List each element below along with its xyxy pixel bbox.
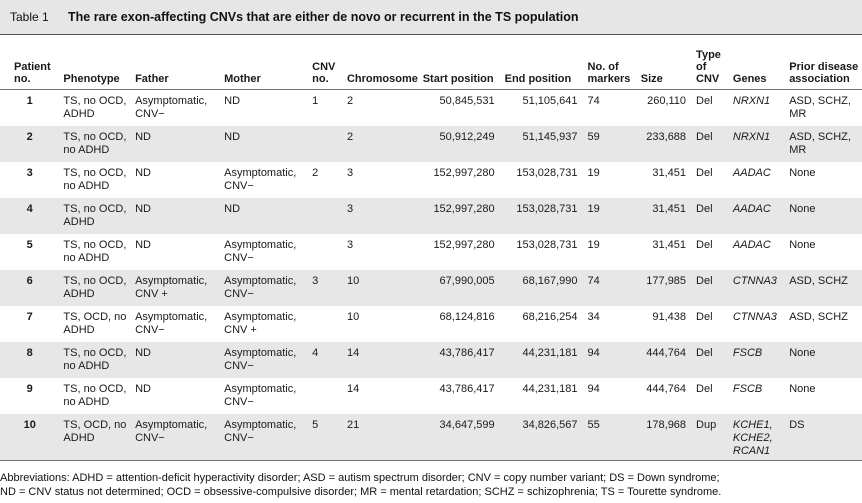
cell-genes: NRXN1 [732, 95, 771, 107]
table-body [0, 90, 862, 461]
table-row [0, 378, 862, 414]
cell-type: Del [696, 383, 713, 395]
cell-start: 50,845,531 [439, 95, 495, 107]
table-row [0, 162, 862, 198]
cell-markers: 55 [586, 414, 639, 461]
cell-assoc: None [787, 342, 862, 378]
cell-cnv [310, 126, 345, 162]
cell-genes: KCHE1, KCHE2, RCAN1 [731, 414, 787, 461]
cell-phenotype: TS, OCD, no ADHD [61, 414, 133, 461]
cell-markers: 34 [587, 311, 600, 323]
cell-father: ND [133, 342, 222, 378]
cell-patient: 4 [0, 198, 61, 234]
cell-chromosome: 14 [346, 383, 360, 395]
cell-start: 67,990,005 [421, 270, 503, 306]
cell-phenotype: TS, no OCD, no ADHD [61, 126, 133, 162]
cell-phenotype: TS, no OCD, no ADHD [61, 342, 133, 378]
cell-cnv [310, 234, 345, 270]
cell-patient: 2 [0, 126, 61, 162]
table-row [0, 306, 862, 342]
cell-assoc: ASD, SCHZ, MR [787, 126, 862, 162]
cell-start: 43,786,417 [439, 383, 495, 395]
table-row [0, 270, 862, 306]
cell-assoc: ASD, SCHZ [787, 270, 862, 306]
cell-type: Dup [694, 414, 731, 461]
footnote-line-1: Abbreviations: ADHD = attention-deficit hyperactivity disorder; ASD = autism spectrum disorder; CNV = copy number variant; DS = Down syndrome; [0, 472, 720, 484]
cell-father: ND [133, 126, 222, 162]
column-header: Start position [421, 42, 503, 90]
cell-mother: ND [222, 198, 310, 234]
cell-start: 152,997,280 [433, 167, 495, 179]
cell-markers: 74 [587, 95, 600, 107]
cell-size: 31,451 [652, 167, 687, 179]
cell-genes: CTNNA3 [731, 270, 787, 306]
table-row [0, 414, 862, 461]
cell-end: 153,028,731 [516, 167, 578, 179]
cell-father: Asymptomatic, CNV− [135, 311, 208, 336]
cell-markers: 19 [586, 198, 639, 234]
table-row [0, 126, 862, 162]
cell-phenotype: TS, no OCD, no ADHD [63, 239, 127, 264]
cell-chromosome: 10 [346, 311, 360, 323]
column-header: Patient no. [0, 42, 61, 90]
cell-chromosome: 3 [346, 167, 354, 179]
cell-end: 34,826,567 [503, 414, 586, 461]
cell-markers: 94 [586, 342, 639, 378]
cell-chromosome: 2 [345, 126, 421, 162]
cell-phenotype: TS, no OCD, no ADHD [63, 167, 127, 192]
cell-mother: Asymptomatic, CNV− [224, 239, 297, 264]
cell-mother: Asymptomatic, CNV− [224, 167, 297, 192]
cell-size: 233,688 [639, 126, 694, 162]
cell-markers: 94 [587, 383, 600, 395]
cell-cnv: 4 [310, 342, 345, 378]
column-header: Type of CNV [694, 42, 731, 90]
cell-genes: NRXN1 [731, 126, 787, 162]
cell-patient: 9 [26, 383, 33, 395]
column-header: Father [133, 42, 222, 90]
cell-mother: Asymptomatic, CNV− [222, 270, 310, 306]
cell-cnv: 3 [310, 270, 345, 306]
cell-type: Del [696, 239, 713, 251]
cell-size: 178,968 [639, 414, 694, 461]
cell-patient: 6 [0, 270, 61, 306]
cell-chromosome: 2 [346, 95, 354, 107]
cell-assoc: ASD, SCHZ [789, 311, 848, 323]
cell-markers: 59 [586, 126, 639, 162]
cell-mother: ND [222, 126, 310, 162]
cell-assoc: None [789, 239, 816, 251]
cell-cnv [310, 306, 345, 342]
cell-phenotype: TS, OCD, no ADHD [63, 311, 127, 336]
cell-patient: 10 [0, 414, 61, 461]
cell-father: ND [135, 239, 151, 251]
cell-type: Del [696, 95, 713, 107]
column-header: Size [639, 42, 694, 90]
cell-end: 44,231,181 [522, 383, 578, 395]
cell-type: Del [694, 342, 731, 378]
cell-size: 444,764 [646, 383, 687, 395]
cell-end: 153,028,731 [503, 198, 586, 234]
cell-cnv [310, 378, 345, 414]
cell-assoc: None [789, 383, 816, 395]
cell-assoc: None [789, 167, 816, 179]
cell-size: 91,438 [652, 311, 687, 323]
cell-genes: AADAC [731, 198, 787, 234]
cell-phenotype: TS, no OCD, ADHD [61, 198, 133, 234]
cell-markers: 19 [587, 167, 600, 179]
column-header: No. of markers [586, 42, 639, 90]
cell-assoc: ASD, SCHZ, MR [789, 95, 851, 120]
cell-type: Del [694, 270, 731, 306]
cell-patient: 8 [0, 342, 61, 378]
cell-chromosome: 14 [345, 342, 421, 378]
cell-patient: 3 [26, 167, 33, 179]
column-header: End position [503, 42, 586, 90]
table-row [0, 90, 862, 127]
cell-cnv: 2 [312, 167, 319, 179]
footnote [0, 471, 862, 499]
column-header: Mother [222, 42, 310, 90]
cnv-table [0, 42, 862, 461]
cell-start: 34,647,599 [421, 414, 503, 461]
cell-chromosome: 3 [345, 198, 421, 234]
cell-markers: 74 [586, 270, 639, 306]
cell-mother: Asymptomatic, CNV + [224, 311, 297, 336]
cell-mother: Asymptomatic, CNV− [222, 342, 310, 378]
cell-type: Del [696, 311, 713, 323]
cell-cnv: 5 [310, 414, 345, 461]
column-header: Genes [731, 42, 787, 90]
cell-markers: 19 [587, 239, 600, 251]
cell-chromosome: 10 [345, 270, 421, 306]
cell-patient: 5 [26, 239, 33, 251]
cell-type: Del [696, 167, 713, 179]
footnote-line-2: ND = CNV status not determined; OCD = obsessive-compulsive disorder; MR = mental retardation; SCHZ = schizophrenia; TS = Tourette syndrome. [0, 486, 722, 498]
cell-mother: Asymptomatic, CNV− [222, 414, 310, 461]
header-row [0, 42, 862, 90]
table-row [0, 234, 862, 270]
cell-father: Asymptomatic, CNV + [133, 270, 222, 306]
cell-phenotype: TS, no OCD, no ADHD [63, 383, 127, 408]
cell-assoc: DS [787, 414, 862, 461]
cell-size: 444,764 [639, 342, 694, 378]
column-header: Prior disease association [787, 42, 862, 90]
cell-father: Asymptomatic, CNV− [135, 95, 208, 120]
cell-size: 31,451 [639, 198, 694, 234]
column-header: Phenotype [61, 42, 133, 90]
cell-genes: AADAC [732, 239, 771, 251]
cell-genes: AADAC [732, 167, 771, 179]
cell-start: 43,786,417 [421, 342, 503, 378]
table-row [0, 342, 862, 378]
column-header: Chromosome [345, 42, 421, 90]
cell-patient: 7 [26, 311, 33, 323]
cell-end: 51,105,641 [522, 95, 578, 107]
table-title: The rare exon-affecting CNVs that are either de novo or recurrent in the TS population [68, 10, 579, 24]
cell-size: 177,985 [639, 270, 694, 306]
cell-phenotype: TS, no OCD, ADHD [61, 270, 133, 306]
cell-mother: ND [224, 95, 241, 107]
cell-chromosome: 3 [346, 239, 354, 251]
cell-father: ND [135, 383, 151, 395]
cell-size: 31,451 [652, 239, 687, 251]
cell-father: Asymptomatic, CNV− [133, 414, 222, 461]
cell-genes: FSCB [732, 383, 763, 395]
cell-start: 50,912,249 [421, 126, 503, 162]
cell-end: 44,231,181 [503, 342, 586, 378]
cell-end: 51,145,937 [503, 126, 586, 162]
cell-genes: FSCB [731, 342, 787, 378]
cell-phenotype: TS, no OCD, ADHD [63, 95, 127, 120]
cell-type: Del [694, 126, 731, 162]
cell-assoc: None [787, 198, 862, 234]
cell-patient: 1 [26, 95, 33, 107]
cell-mother: Asymptomatic, CNV− [224, 383, 297, 408]
table-title-bar [0, 0, 862, 35]
cell-genes: CTNNA3 [732, 311, 777, 323]
cell-start: 68,124,816 [439, 311, 495, 323]
cell-size: 260,110 [647, 95, 687, 107]
cell-start: 152,997,280 [433, 239, 495, 251]
cell-end: 68,167,990 [503, 270, 586, 306]
cell-start: 152,997,280 [421, 198, 503, 234]
table-label: Table 1 [10, 10, 49, 24]
table-row [0, 198, 862, 234]
cell-end: 68,216,254 [522, 311, 578, 323]
cell-cnv: 1 [312, 95, 319, 107]
cell-chromosome: 21 [345, 414, 421, 461]
cell-father: ND [135, 167, 151, 179]
cell-type: Del [694, 198, 731, 234]
cell-end: 153,028,731 [516, 239, 578, 251]
cell-cnv [310, 198, 345, 234]
column-header: CNV no. [310, 42, 345, 90]
cell-father: ND [133, 198, 222, 234]
